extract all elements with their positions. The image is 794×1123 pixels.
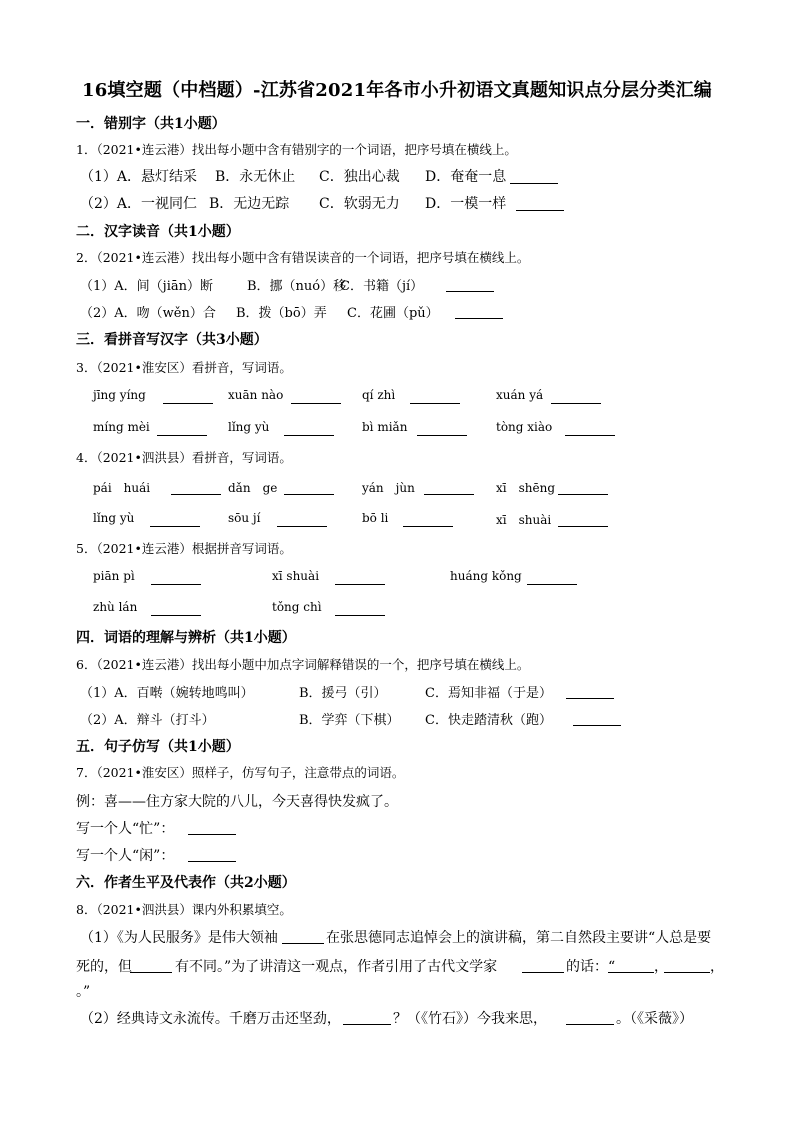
q4-pinyin-8: xī shuài xyxy=(496,513,552,527)
q4-pinyin-7: bō li xyxy=(362,511,389,525)
q8-p1-text-a: （1）《为人民服务》是伟大领袖 xyxy=(80,930,278,946)
q2-1-option-b: B．挪（nuó）移 xyxy=(247,279,347,294)
q4-blank-3[interactable] xyxy=(424,493,474,495)
q2-2-option-b: B．拨（bō）弄 xyxy=(236,306,327,321)
q5-pinyin-3: huáng kǒng xyxy=(450,569,522,583)
q5-pinyin-2: xī shuài xyxy=(272,569,320,583)
q7-line-2-label: 写一个人“闲”： xyxy=(76,848,175,864)
question-7-stem: 7．（2021•淮安区）照样子，仿写句子，注意带点的词语。 xyxy=(76,765,405,780)
q3-pinyin-4: xuán yá xyxy=(496,388,544,402)
q1-1-option-b: B．永无休止 xyxy=(215,169,296,185)
q8-blank-poem-2[interactable] xyxy=(566,1023,614,1025)
q2-2-answer-blank[interactable] xyxy=(455,317,503,319)
q3-blank-3[interactable] xyxy=(410,402,460,404)
question-2-stem: 2．（2021•连云港）找出每小题中含有错误读音的一个词语，把序号填在横线上。 xyxy=(76,250,530,265)
q6-1-answer-blank[interactable] xyxy=(566,697,614,699)
q7-answer-blank-1[interactable] xyxy=(188,833,236,835)
q3-blank-2[interactable] xyxy=(291,402,341,404)
question-6-stem: 6．（2021•连云港）找出每小题中加点字词解释错误的一个，把序号填在横线上。 xyxy=(76,657,530,672)
q4-pinyin-4: xī shēng xyxy=(496,481,556,495)
q1-1-answer-blank[interactable] xyxy=(510,182,558,184)
q5-blank-4[interactable] xyxy=(151,614,201,616)
q4-blank-8[interactable] xyxy=(558,525,608,527)
question-4-stem: 4．（2021•泗洪县）看拼音，写词语。 xyxy=(76,450,292,465)
section-heading-6: 六．作者生平及代表作（共2小题） xyxy=(76,875,296,891)
q1-1-option-d: D．奄奄一息 xyxy=(425,169,507,185)
q6-2-option-a: （2）A．辩斗（打斗） xyxy=(80,713,215,728)
q4-blank-2[interactable] xyxy=(284,493,334,495)
q6-2-option-b: B．学弈（下棋） xyxy=(299,713,400,728)
q2-1-answer-blank[interactable] xyxy=(446,290,494,292)
q6-1-option-a: （1）A．百啭（婉转地鸣叫） xyxy=(80,686,254,701)
q4-pinyin-3: yán jùn xyxy=(362,481,415,495)
q2-2-option-c: C．花圃（pǔ） xyxy=(347,306,439,321)
q6-1-option-b: B．援弓（引） xyxy=(299,686,387,701)
q8-p2-comma-1: ， xyxy=(654,959,668,975)
section-heading-4: 四．词语的理解与辨析（共1小题） xyxy=(76,630,296,646)
q8-blank-leader[interactable] xyxy=(282,942,324,944)
q8-blank-meaning[interactable] xyxy=(130,971,172,973)
q8-blank-quote-1[interactable] xyxy=(608,971,654,973)
q8-p2-text-c: 的话：“ xyxy=(566,959,616,975)
page-title: 16填空题（中档题）-江苏省2021年各市小升初语文真题知识点分层分类汇编 xyxy=(81,80,712,101)
q3-pinyin-8: tòng xiào xyxy=(496,420,553,434)
question-8-stem: 8．（2021•泗洪县）课内外积累填空。 xyxy=(76,902,292,917)
q3-blank-6[interactable] xyxy=(284,434,334,436)
q8-blank-poem-1[interactable] xyxy=(343,1023,391,1025)
section-heading-2: 二．汉字读音（共1小题） xyxy=(76,224,240,240)
question-1-stem: 1．（2021•连云港）找出每小题中含有错别字的一个词语，把序号填在横线上。 xyxy=(76,142,517,157)
q1-1-option-a: （1）A．悬灯结采 xyxy=(80,169,198,185)
q2-1-option-c: C．书籍（jí） xyxy=(340,279,424,294)
q7-line-1-label: 写一个人“忙”： xyxy=(76,821,175,837)
question-5-stem: 5．（2021•连云港）根据拼音写词语。 xyxy=(76,541,292,556)
q3-pinyin-7: bì miǎn xyxy=(362,420,408,434)
q8-blank-author[interactable] xyxy=(522,971,564,973)
q6-2-option-c: C．快走踏清秋（跑） xyxy=(425,713,552,728)
section-heading-3: 三．看拼音写汉字（共3小题） xyxy=(76,332,268,348)
q1-2-answer-blank[interactable] xyxy=(516,209,564,211)
q3-blank-8[interactable] xyxy=(565,434,615,436)
q8-p3-text: 。” xyxy=(76,984,91,1000)
q8-p4-text-b: ？（《竹石》）今我来思， xyxy=(393,1011,547,1027)
q1-2-option-a: （2）A．一视同仁 xyxy=(80,196,198,212)
q3-blank-4[interactable] xyxy=(551,402,601,404)
q8-blank-quote-2[interactable] xyxy=(664,971,710,973)
q5-blank-2[interactable] xyxy=(335,583,385,585)
q1-2-option-b: B．无边无踪 xyxy=(209,196,290,212)
q1-2-option-c: C．软弱无力 xyxy=(319,196,400,212)
q1-2-option-d: D．一模一样 xyxy=(425,196,507,212)
q4-blank-4[interactable] xyxy=(558,493,608,495)
q8-p2-text-a: 死的，但 xyxy=(76,959,132,975)
q2-2-option-a: （2）A．吻（wěn）合 xyxy=(80,306,216,321)
q6-1-option-c: C．焉知非福（于是） xyxy=(425,686,552,701)
q7-answer-blank-2[interactable] xyxy=(188,860,236,862)
q2-1-option-a: （1）A．间（jiān）断 xyxy=(80,279,213,294)
q5-blank-1[interactable] xyxy=(151,583,201,585)
q7-example: 例：喜——住方家大院的八儿，今天喜得快发疯了。 xyxy=(76,794,398,810)
q3-pinyin-2: xuān nào xyxy=(228,388,284,402)
q8-p2-text-b: 有不同。”为了讲清这一观点，作者引用了古代文学家 xyxy=(175,959,498,975)
q5-pinyin-1: piān pì xyxy=(93,569,135,583)
section-heading-1: 一．错别字（共1小题） xyxy=(76,116,226,132)
q4-pinyin-1: pái huái xyxy=(93,481,151,495)
q8-p4-text-a: （2）经典诗文永流传。千磨万击还坚劲， xyxy=(80,1011,341,1027)
q3-pinyin-3: qí zhì xyxy=(362,388,396,402)
q3-pinyin-5: míng mèi xyxy=(93,420,150,434)
q8-p2-comma-2: ， xyxy=(710,959,724,975)
q3-blank-7[interactable] xyxy=(417,434,467,436)
q4-blank-1[interactable] xyxy=(171,493,221,495)
q4-pinyin-2: dǎn ge xyxy=(228,481,278,495)
q5-blank-3[interactable] xyxy=(527,583,577,585)
q4-blank-6[interactable] xyxy=(277,525,327,527)
q3-pinyin-1: jīng yíng xyxy=(93,388,146,402)
q4-pinyin-5: lǐng yù xyxy=(93,511,135,525)
q8-p4-text-c: 。（《采薇》） xyxy=(616,1011,693,1027)
q4-blank-5[interactable] xyxy=(150,525,200,527)
q5-blank-5[interactable] xyxy=(335,614,385,616)
question-3-stem: 3．（2021•淮安区）看拼音，写词语。 xyxy=(76,360,292,375)
q4-blank-7[interactable] xyxy=(403,525,453,527)
q8-p1-text-b: 在张思德同志追悼会上的演讲稿，第二自然段主要讲“人总是要 xyxy=(326,930,712,946)
q1-1-option-c: C．独出心裁 xyxy=(319,169,400,185)
section-heading-5: 五．句子仿写（共1小题） xyxy=(76,739,240,755)
q4-pinyin-6: sōu jí xyxy=(228,511,261,525)
q3-blank-5[interactable] xyxy=(157,434,207,436)
q5-pinyin-5: tǒng chì xyxy=(272,600,322,614)
q3-pinyin-6: lǐng yù xyxy=(228,420,270,434)
q6-2-answer-blank[interactable] xyxy=(573,724,621,726)
q5-pinyin-4: zhù lán xyxy=(93,600,138,614)
q3-blank-1[interactable] xyxy=(163,402,213,404)
